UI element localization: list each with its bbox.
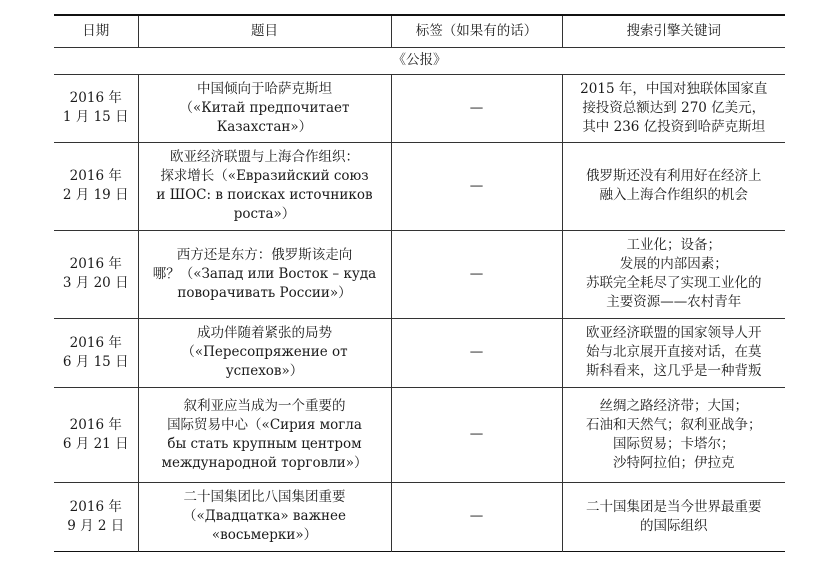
table-row xyxy=(54,142,785,230)
date-line: 2016 年 xyxy=(69,168,122,184)
keywords-line: 二十国集团是当今世界最重要 xyxy=(586,498,762,515)
title-line: 二十国集团比八国集团重要 xyxy=(183,489,346,505)
keywords-line: 工业化；设备； xyxy=(626,237,721,253)
header-row xyxy=(54,15,785,47)
keywords-line: 接投资总额达到 270 亿美元， xyxy=(582,99,766,116)
keywords-cell xyxy=(562,230,785,318)
tag-value: — xyxy=(469,265,484,282)
keywords-line: 始与北京展开直接对话，在莫 xyxy=(586,344,762,360)
keywords-line: 俄罗斯还没有利用好在经济上 xyxy=(586,168,762,184)
keywords-line: 的国际组织 xyxy=(640,517,708,534)
keywords-line: 国际贸易；卡塔尔； xyxy=(613,435,735,452)
tag-value: — xyxy=(469,99,484,116)
title-line: （«Китай предпочитает xyxy=(179,99,350,116)
header-date: 日期 xyxy=(54,15,138,47)
date-line: 1 月 15 日 xyxy=(62,109,129,125)
keywords-line: 丝绸之路经济带；大国； xyxy=(599,397,748,414)
title-cell xyxy=(138,318,391,387)
tag-cell xyxy=(391,387,562,482)
tag-cell xyxy=(391,142,562,230)
title-line: （«Двадцатка» важнее xyxy=(183,508,346,524)
title-line: Казахстан»） xyxy=(216,118,313,135)
date-cell xyxy=(54,318,138,387)
keywords-line: 2015 年，中国对独联体国家直 xyxy=(580,80,768,97)
keywords-line: 石油和天然气；叙利亚战争； xyxy=(586,416,762,433)
date-line: 6 月 21 日 xyxy=(62,435,129,452)
tag-value: — xyxy=(469,177,484,194)
date-line: 2016 年 xyxy=(69,498,122,515)
keywords-line: 其中 236 亿投资到哈萨克斯坦 xyxy=(582,118,766,135)
date-line: 9 月 2 日 xyxy=(67,517,125,534)
header-keywords: 搜索引擎关键词 xyxy=(562,15,785,47)
date-cell xyxy=(54,74,138,142)
keywords-line: 苏联完全耗尽了实现工业化的 xyxy=(586,275,762,291)
date-line: 2016 年 xyxy=(69,90,122,106)
keywords-line: 斯科看来，这几乎是一种背叛 xyxy=(586,363,762,379)
title-cell xyxy=(138,74,391,142)
title-line: «восьмерки»） xyxy=(211,527,318,543)
tag-cell xyxy=(391,318,562,387)
title-line: бы стать крупным центром xyxy=(167,435,362,452)
title-line: поворачивать России»） xyxy=(177,284,352,301)
title-line: 欧亚经济联盟与上海合作组织： xyxy=(170,149,359,165)
title-line: роста»） xyxy=(233,206,296,222)
section-row xyxy=(54,47,785,74)
title-cell xyxy=(138,230,391,318)
date-line: 2016 年 xyxy=(69,256,122,272)
tag-cell xyxy=(391,74,562,142)
data-table xyxy=(54,14,785,552)
table-row xyxy=(54,318,785,387)
tag-value: — xyxy=(469,344,484,360)
table-row xyxy=(54,482,785,551)
title-line: 国际贸易中心（«Сирия могла xyxy=(167,416,362,433)
header-tag: 标签（如果有的话） xyxy=(391,15,562,47)
table-body xyxy=(54,47,785,551)
table-row xyxy=(54,230,785,318)
date-cell xyxy=(54,387,138,482)
title-line: 中国倾向于哈萨克斯坦 xyxy=(197,80,332,97)
title-line: международной торговли»） xyxy=(161,454,368,471)
header-title: 题目 xyxy=(138,15,391,47)
keywords-line: 发展的内部因素； xyxy=(619,256,728,272)
date-cell xyxy=(54,142,138,230)
tag-cell xyxy=(391,482,562,551)
keywords-line: 融入上海合作组织的机会 xyxy=(599,187,748,203)
date-line: 6 月 15 日 xyxy=(62,353,129,370)
title-cell xyxy=(138,482,391,551)
title-line: 成功伴随着紧张的局势 xyxy=(197,325,332,341)
title-line: 西方还是东方：俄罗斯该走向 xyxy=(176,246,353,263)
title-line: и ШОС: в поисках источников xyxy=(156,187,373,203)
tag-value: — xyxy=(469,426,484,442)
title-cell xyxy=(138,387,391,482)
date-line: 2016 年 xyxy=(69,416,122,433)
keywords-line: 欧亚经济联盟的国家领导人开 xyxy=(586,325,762,341)
title-cell xyxy=(138,142,391,230)
tag-value: — xyxy=(469,508,484,524)
date-cell xyxy=(54,230,138,318)
date-cell xyxy=(54,482,138,551)
section-label: 《公报》 xyxy=(392,52,447,68)
date-line: 3 月 20 日 xyxy=(62,275,129,291)
keywords-cell xyxy=(562,482,785,551)
title-line: 叙利亚应当成为一个重要的 xyxy=(183,397,346,414)
keywords-cell xyxy=(562,142,785,230)
keywords-line: 主要资源——农村青年 xyxy=(606,294,742,310)
table-row xyxy=(54,74,785,142)
date-line: 2 月 19 日 xyxy=(62,187,129,203)
date-line: 2016 年 xyxy=(69,334,122,351)
keywords-cell xyxy=(562,387,785,482)
title-line: 哪？（«Запад или Восток – куда xyxy=(152,265,377,282)
keywords-cell xyxy=(562,318,785,387)
table-header xyxy=(54,15,785,47)
keywords-cell xyxy=(562,74,785,142)
keywords-line: 沙特阿拉伯；伊拉克 xyxy=(613,454,735,471)
tag-cell xyxy=(391,230,562,318)
title-line: （«Пересопряжение от успехов»） xyxy=(181,344,348,379)
table-row xyxy=(54,387,785,482)
title-line: 探求增长（«Евразийский союз xyxy=(160,168,369,184)
